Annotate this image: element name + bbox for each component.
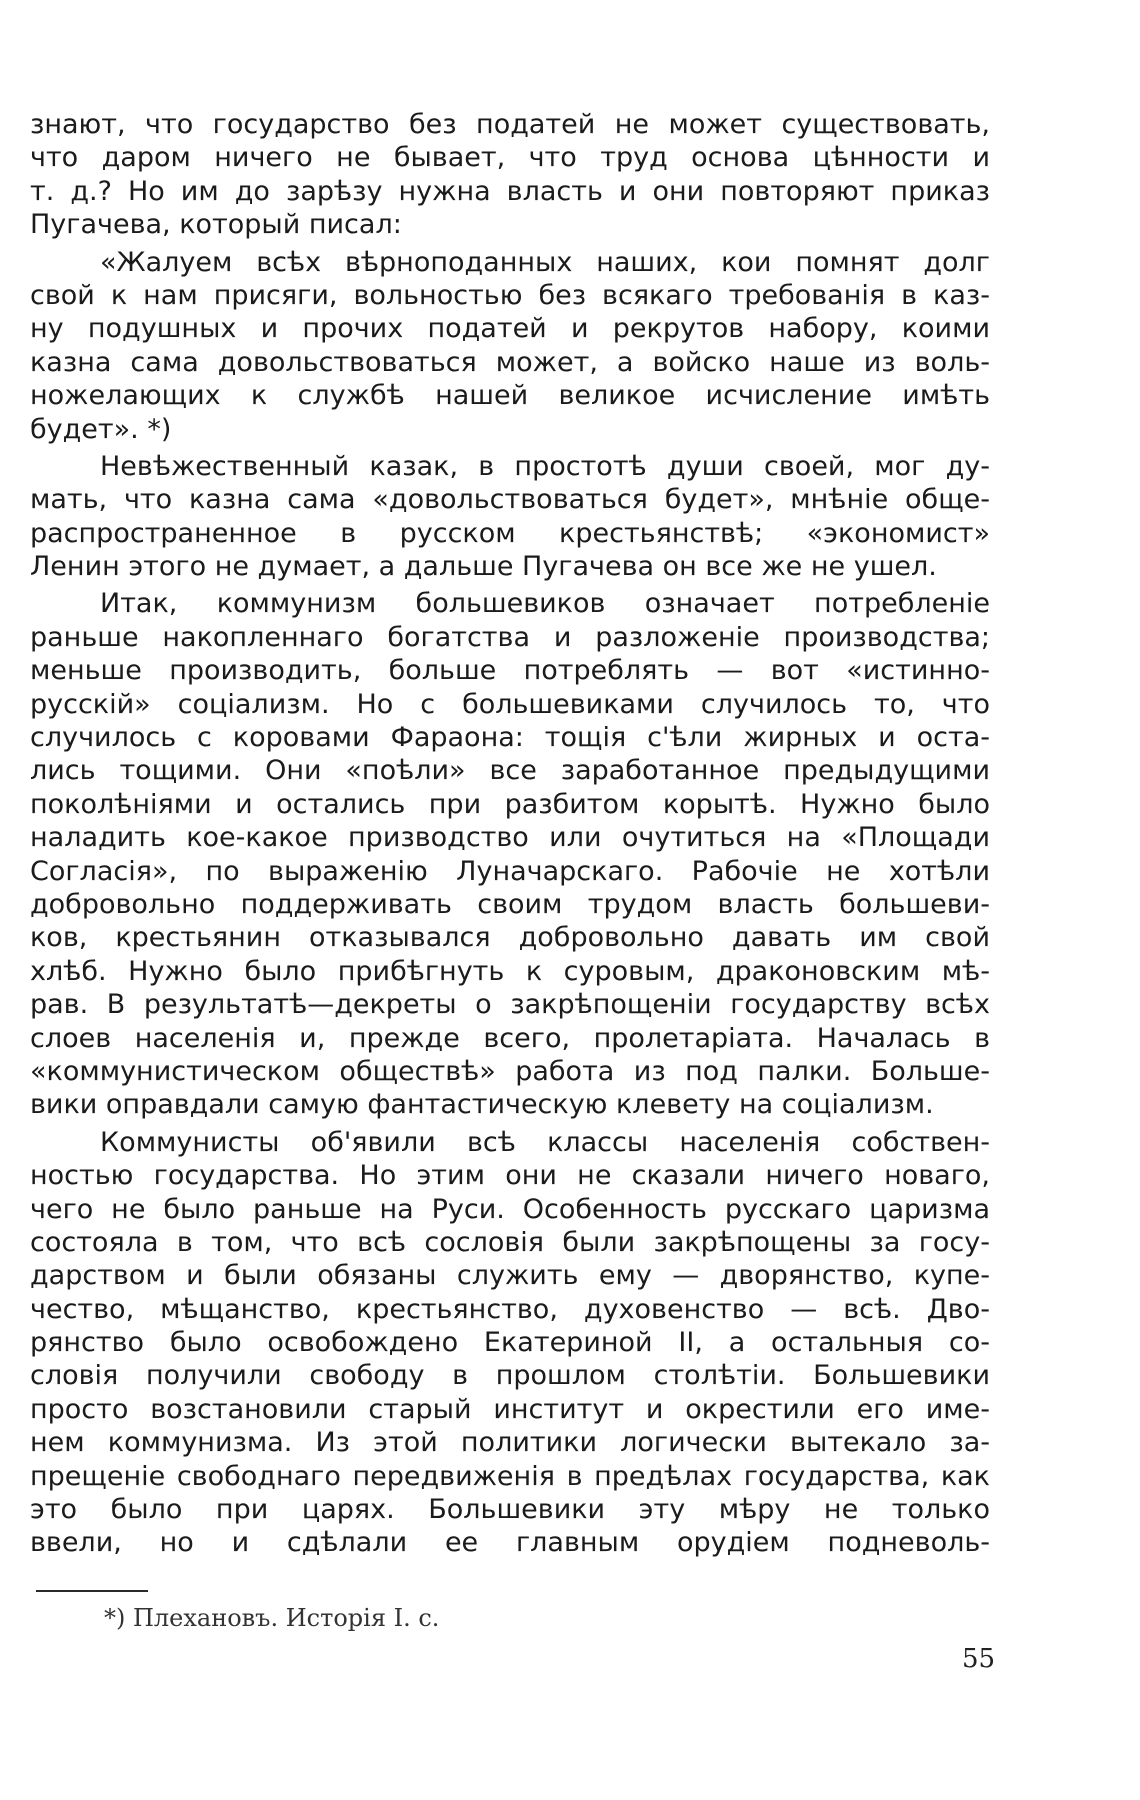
text-line: просто возстановили старый институт и окрестили его име- [30,1393,990,1425]
text-line: свой к нам присяги, вольностью без всякаго требованія в каз- [30,279,990,311]
text-line: чего не было раньше на Руси. Особенность русскаго царизма [30,1193,990,1225]
text-line: дарством и были обязаны служить ему — дворянство, купе- [30,1260,990,1292]
text-line: меньше производить, больше потреблять — вот «истинно- [30,655,990,687]
text-line: Итак, коммунизм большевиков означает потребленіе [100,588,990,620]
text-line: это было при царях. Большевики эту мѣру не только [30,1494,990,1526]
text-line: знают, что государство без податей не может существовать, [30,109,990,140]
text-line: ну подушных и прочих податей и рекрутов набору, коими [30,313,990,345]
text-line: Коммунисты об'явили всѣ классы населенія собствен- [100,1126,990,1158]
text-line: будет». *) [30,413,172,445]
text-line: русскій» соціализм. Но с большевиками случилось то, что [30,688,990,720]
text-line: состояла в том, что всѣ сословія были закрѣпощены за госу- [30,1226,990,1258]
footnote-divider [36,1590,148,1592]
text-line: лись тощими. Они «поѣли» все заработанное предыдущими [30,755,990,787]
text-line: «коммунистическом обществѣ» работа из под палки. Больше- [30,1055,990,1087]
text-line: поколѣніями и остались при разбитом корытѣ. Нужно было [30,788,990,820]
text-line: Согласія», по выраженію Луначарскаго. Рабочіе не хотѣли [30,855,990,887]
text-line: словія получили свободу в прошлом столѣтіи. Большевики [30,1360,990,1392]
text-line: чество, мѣщанство, крестьянство, духовенство — всѣ. Дво- [30,1293,990,1325]
text-line: рянство было освобождено Екатериной II, а остальныя со- [30,1327,990,1359]
footnote: *) Плехановъ. Исторія I. с. [104,1604,440,1632]
text-line: распространенное в русском крестьянствѣ; «экономист» [30,517,990,549]
text-line: мать, что казна сама «довольствоваться будет», мнѣніе обще- [30,484,990,516]
text-line: рав. В результатѣ—декреты о закрѣпощеніи государству всѣх [30,989,990,1021]
text-line: ввели, но и сдѣлали ее главным орудіем подневоль- [30,1527,990,1559]
text-line: случилось с коровами Фараона: тощія с'ѣли жирных и оста- [30,722,990,754]
text-line: нем коммунизма. Из этой политики логически вытекало за- [30,1427,990,1459]
text-line: Ленин этого не думает, а дальше Пугачева он все же не ушел. [30,551,937,583]
text-line: наладить кое-какое призводство или очутиться на «Площади [30,822,990,854]
text-line: т. д.? Но им до зарѣзу нужна власть и они повторяют приказ [30,175,990,207]
text-line: ков, крестьянин отказывался добровольно давать им свой [30,922,990,954]
text-line: казна сама довольствоваться может, а войско наше из воль- [30,346,990,378]
text-line: раньше накопленнаго богатства и разложеніе производства; [30,621,990,653]
text-line: слоев населенія и, прежде всего, пролетаріата. Началась в [30,1022,990,1054]
text-line: хлѣб. Нужно было прибѣгнуть к суровым, драконовским мѣ- [30,955,990,987]
text-line: ножелающих к службѣ нашей великое исчисление имѣть [30,380,990,412]
text-line: вики оправдали самую фантастическую клевету на соціализм. [30,1089,934,1121]
text-line: прещеніе свободнаго передвиженія в предѣлах государства, как [30,1460,990,1492]
text-line: добровольно поддерживать своим трудом власть большеви- [30,888,990,920]
page-number: 55 [962,1644,996,1674]
text-line: ностью государства. Но этим они не сказали ничего новаго, [30,1160,990,1192]
text-line: Пугачева, который писал: [30,209,402,241]
body-text [30,108,990,1560]
text-line: «Жалуем всѣх вѣрноподанных наших, кои помнят долг [100,246,990,278]
text-line: Невѣжественный казак, в простотѣ души своей, мог ду- [100,450,990,482]
text-line: что даром ничего не бывает, что труд основа цѣнности и [30,142,990,174]
